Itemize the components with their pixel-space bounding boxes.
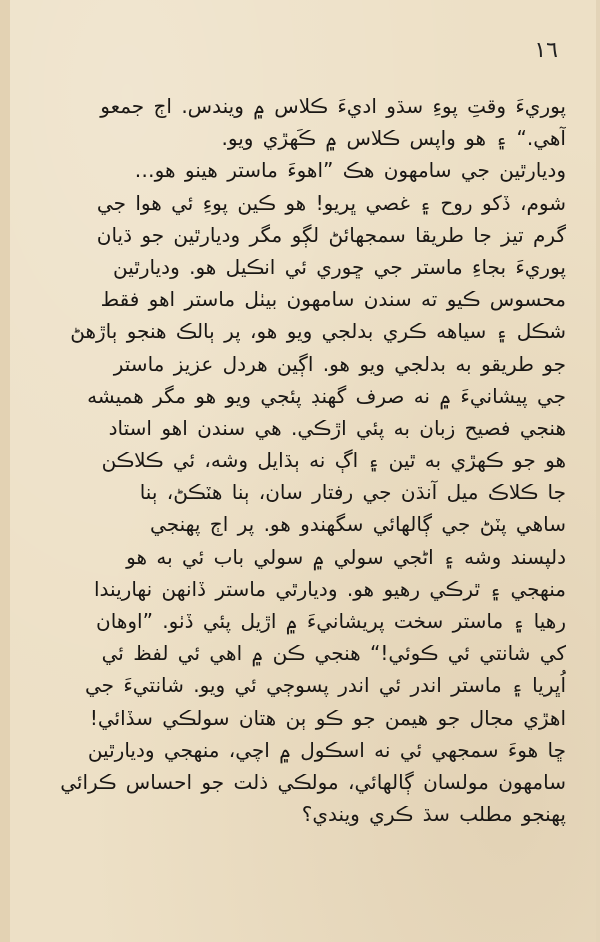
text-line: اهڙي مجال جو هيمن جو ڪو ٻن هتان سولڪي سڏائي! <box>89 705 566 730</box>
text-line: رهيا ۽ ماستر سخت پريشانيءَ ۾ اڙيل پئي ڏٺو. ”اوهان <box>96 609 566 633</box>
text-line: آهي.“ ۽ هو واپس ڪلاس ۾ ڪَهڙي ويو. <box>221 126 566 151</box>
text-line: جي پيشانيءَ ۾ نه صرف گهنڊ پئجي ويو هو مگر هميشه <box>87 383 566 408</box>
text-line: پوريءَ بجاءِ ماستر جي ڇوري ئي انڪيل هو. وديارٿين <box>113 254 566 279</box>
page-text <box>40 90 566 830</box>
text-line: جو طريقو به بدلجي ويو هو. اڳين هردل عزيز ماستر <box>113 351 566 376</box>
text-line: شڪل ۽ سياهه ڪري بدلجي ويو هو، پر ٻالڪ هنجو ٻاڙهڻ <box>70 319 566 344</box>
text-line: کي شانتي ئي ڪوئي!“ هنجي ڪن ۾ اهي ئي لفظ ئي <box>101 641 566 666</box>
text-line: هنجي فصيح زبان به پئي اڙڪي. هي سندن اهو استاد <box>108 415 566 440</box>
page-number: ١٦ <box>534 38 558 63</box>
text-line: ڇا هوءَ سمجهي ئي نه اسڪول ۾ اچي، منهجي وديارٿين <box>87 737 566 762</box>
text-line: اُڀريا ۽ ماستر اندر ئي اندر پسوڄي ئي ويو. شانتيءَ جي <box>84 673 566 698</box>
text-line: پوريءَ وقتِ پوءِ سڌو اديءَ ڪلاس ۾ ويندس. اڄ جمعو <box>100 94 566 118</box>
text-line: شوم، ڏکو روح ۽ غصي ڀريو! هو ڪين پوءِ ئي هوا جي <box>96 190 566 215</box>
text-line: ساهي پٽڻ جي ڳالهائي سگهندو هو. پر اڄ پهنجي <box>150 512 566 537</box>
text-line: گرم تيز جا طريقا سمجهائڻ لڳو مگر وديارٿين جو ڌيان <box>96 222 566 247</box>
text-line: محسوس ڪيو ته سندن سامهون بيٺل ماستر اهو فقط <box>100 287 566 312</box>
text-line: جا ڪلاڪ ميل آنڌن جي رفتار سان، ٻنا هٽڪڻ، ٻنا <box>139 480 566 505</box>
text-line: هو جو ڪهڙي به ٿين ۽ اڳ نه ٻڌايل وشه، ئي ڪلاڪن <box>101 448 566 473</box>
text-line: سامهون مولسان ڳالهائي، مولڪي ذلت جو احساس ڪرائي <box>60 769 566 794</box>
text-line: وديارٿين جي سامهون هڪ ”اهوءَ ماستر هينو هو… <box>134 158 566 183</box>
text-line: دلپسند وشه ۽ اڻجي سولي ۾ سولي باب ئي به هو <box>126 544 566 569</box>
text-line: منهجي ۽ ٿرڪي رهيو هو. وديارٿي ماستر ڏانهن نهاريندا <box>94 576 566 601</box>
text-line: پهنجو مطلب سڌ ڪري ويندي؟ <box>301 802 566 827</box>
